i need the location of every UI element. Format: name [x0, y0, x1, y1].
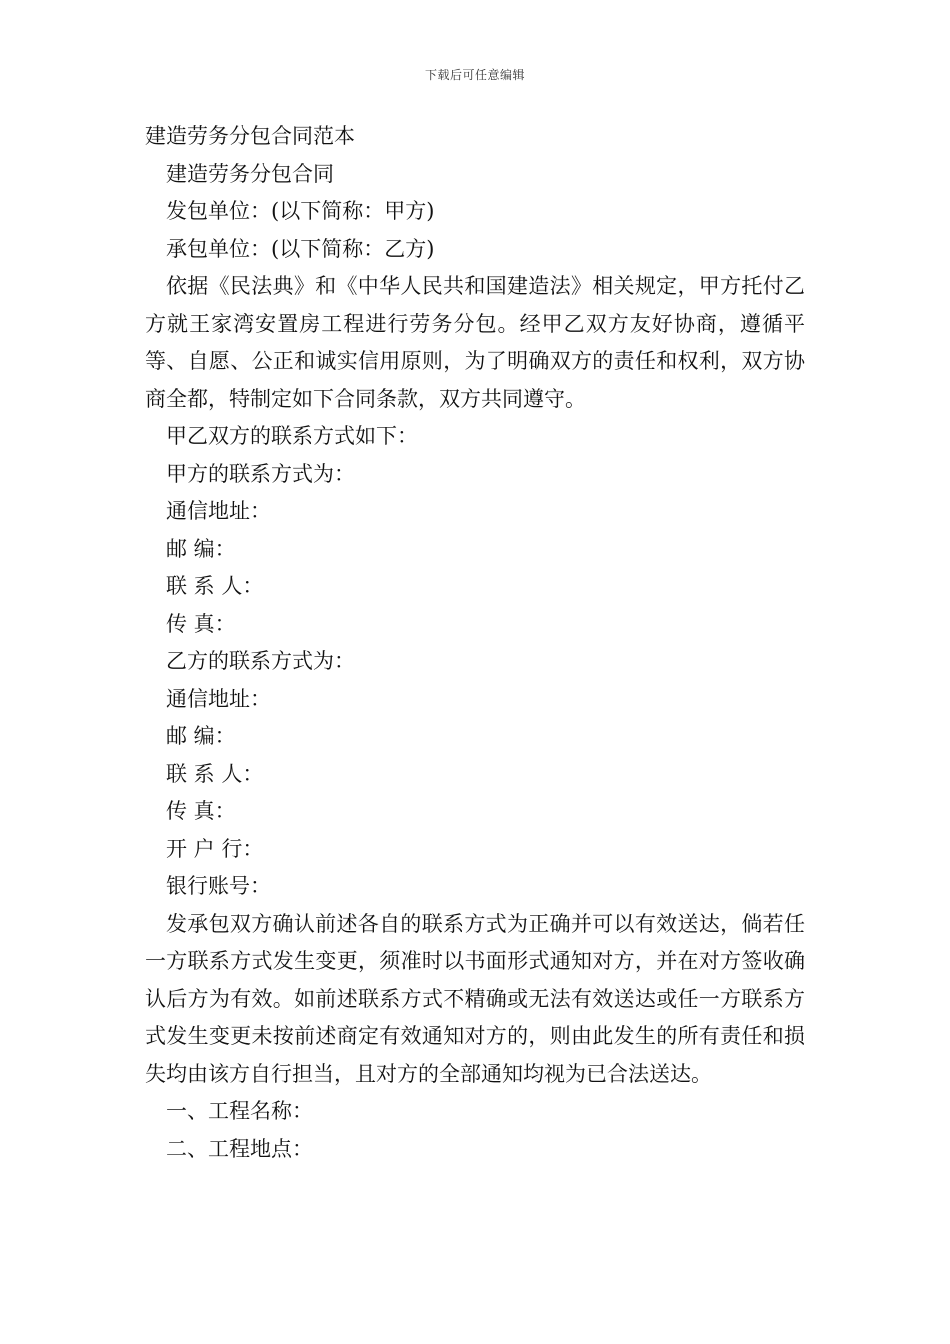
- party-b-contact-person: 联 系 人：: [166, 761, 264, 786]
- party-a-heading: 甲方的联系方式为：: [166, 461, 355, 486]
- confirm-paragraph: 发承包双方确认前述各自的联系方式为正确并可以有效送达，倘若任一方联系方式发生变更，须准时以书面形式通知对方，并在对方签收确认后方为有效。如前述联系方式不精确或无法有效送达或任一方联系方式发生变更未按前述商定有效通知对方的，则由此发生的所有责任和损失均由该方自行担当，且对方的全部通知均视为已合法送达。: [145, 911, 805, 1086]
- section-project-name: 一、工程名称：: [166, 1099, 313, 1123]
- party-b-account: 银行账号：: [166, 874, 271, 898]
- party-a-fax: 传 真：: [166, 611, 236, 636]
- party-b-bank: 开 户 行：: [166, 836, 264, 861]
- document-body: [145, 118, 805, 1168]
- party-b-postcode: 邮 编：: [166, 724, 236, 748]
- employer-line: 发包单位：(以下简称：甲方): [166, 199, 435, 223]
- contract-name: 建造劳务分包合同: [166, 161, 334, 186]
- contacts-heading: 甲乙双方的联系方式如下：: [166, 424, 418, 448]
- page-header-note: 下载后可任意编辑: [424, 68, 525, 82]
- party-b-fax: 传 真：: [166, 799, 236, 823]
- party-a-address: 通信地址：: [166, 499, 271, 523]
- party-b-address: 通信地址：: [166, 686, 271, 711]
- party-b-heading: 乙方的联系方式为：: [166, 649, 355, 673]
- document-title: 建造劳务分包合同范本: [145, 124, 355, 148]
- party-a-contact-person: 联 系 人：: [166, 574, 264, 598]
- contractor-line: 承包单位：(以下简称：乙方): [166, 236, 435, 261]
- intro-paragraph: 依据《民法典》和《中华人民共和国建造法》相关规定，甲方托付乙方就王家湾安置房工程进行劳务分包。经甲乙双方友好协商，遵循平等、自愿、公正和诚实信用原则，为了明确双方的责任和权利，双方协商全都，特制定如下合同条款，双方共同遵守。: [145, 274, 805, 411]
- section-project-location: 二、工程地点：: [166, 1136, 313, 1161]
- party-a-postcode: 邮 编：: [166, 536, 236, 561]
